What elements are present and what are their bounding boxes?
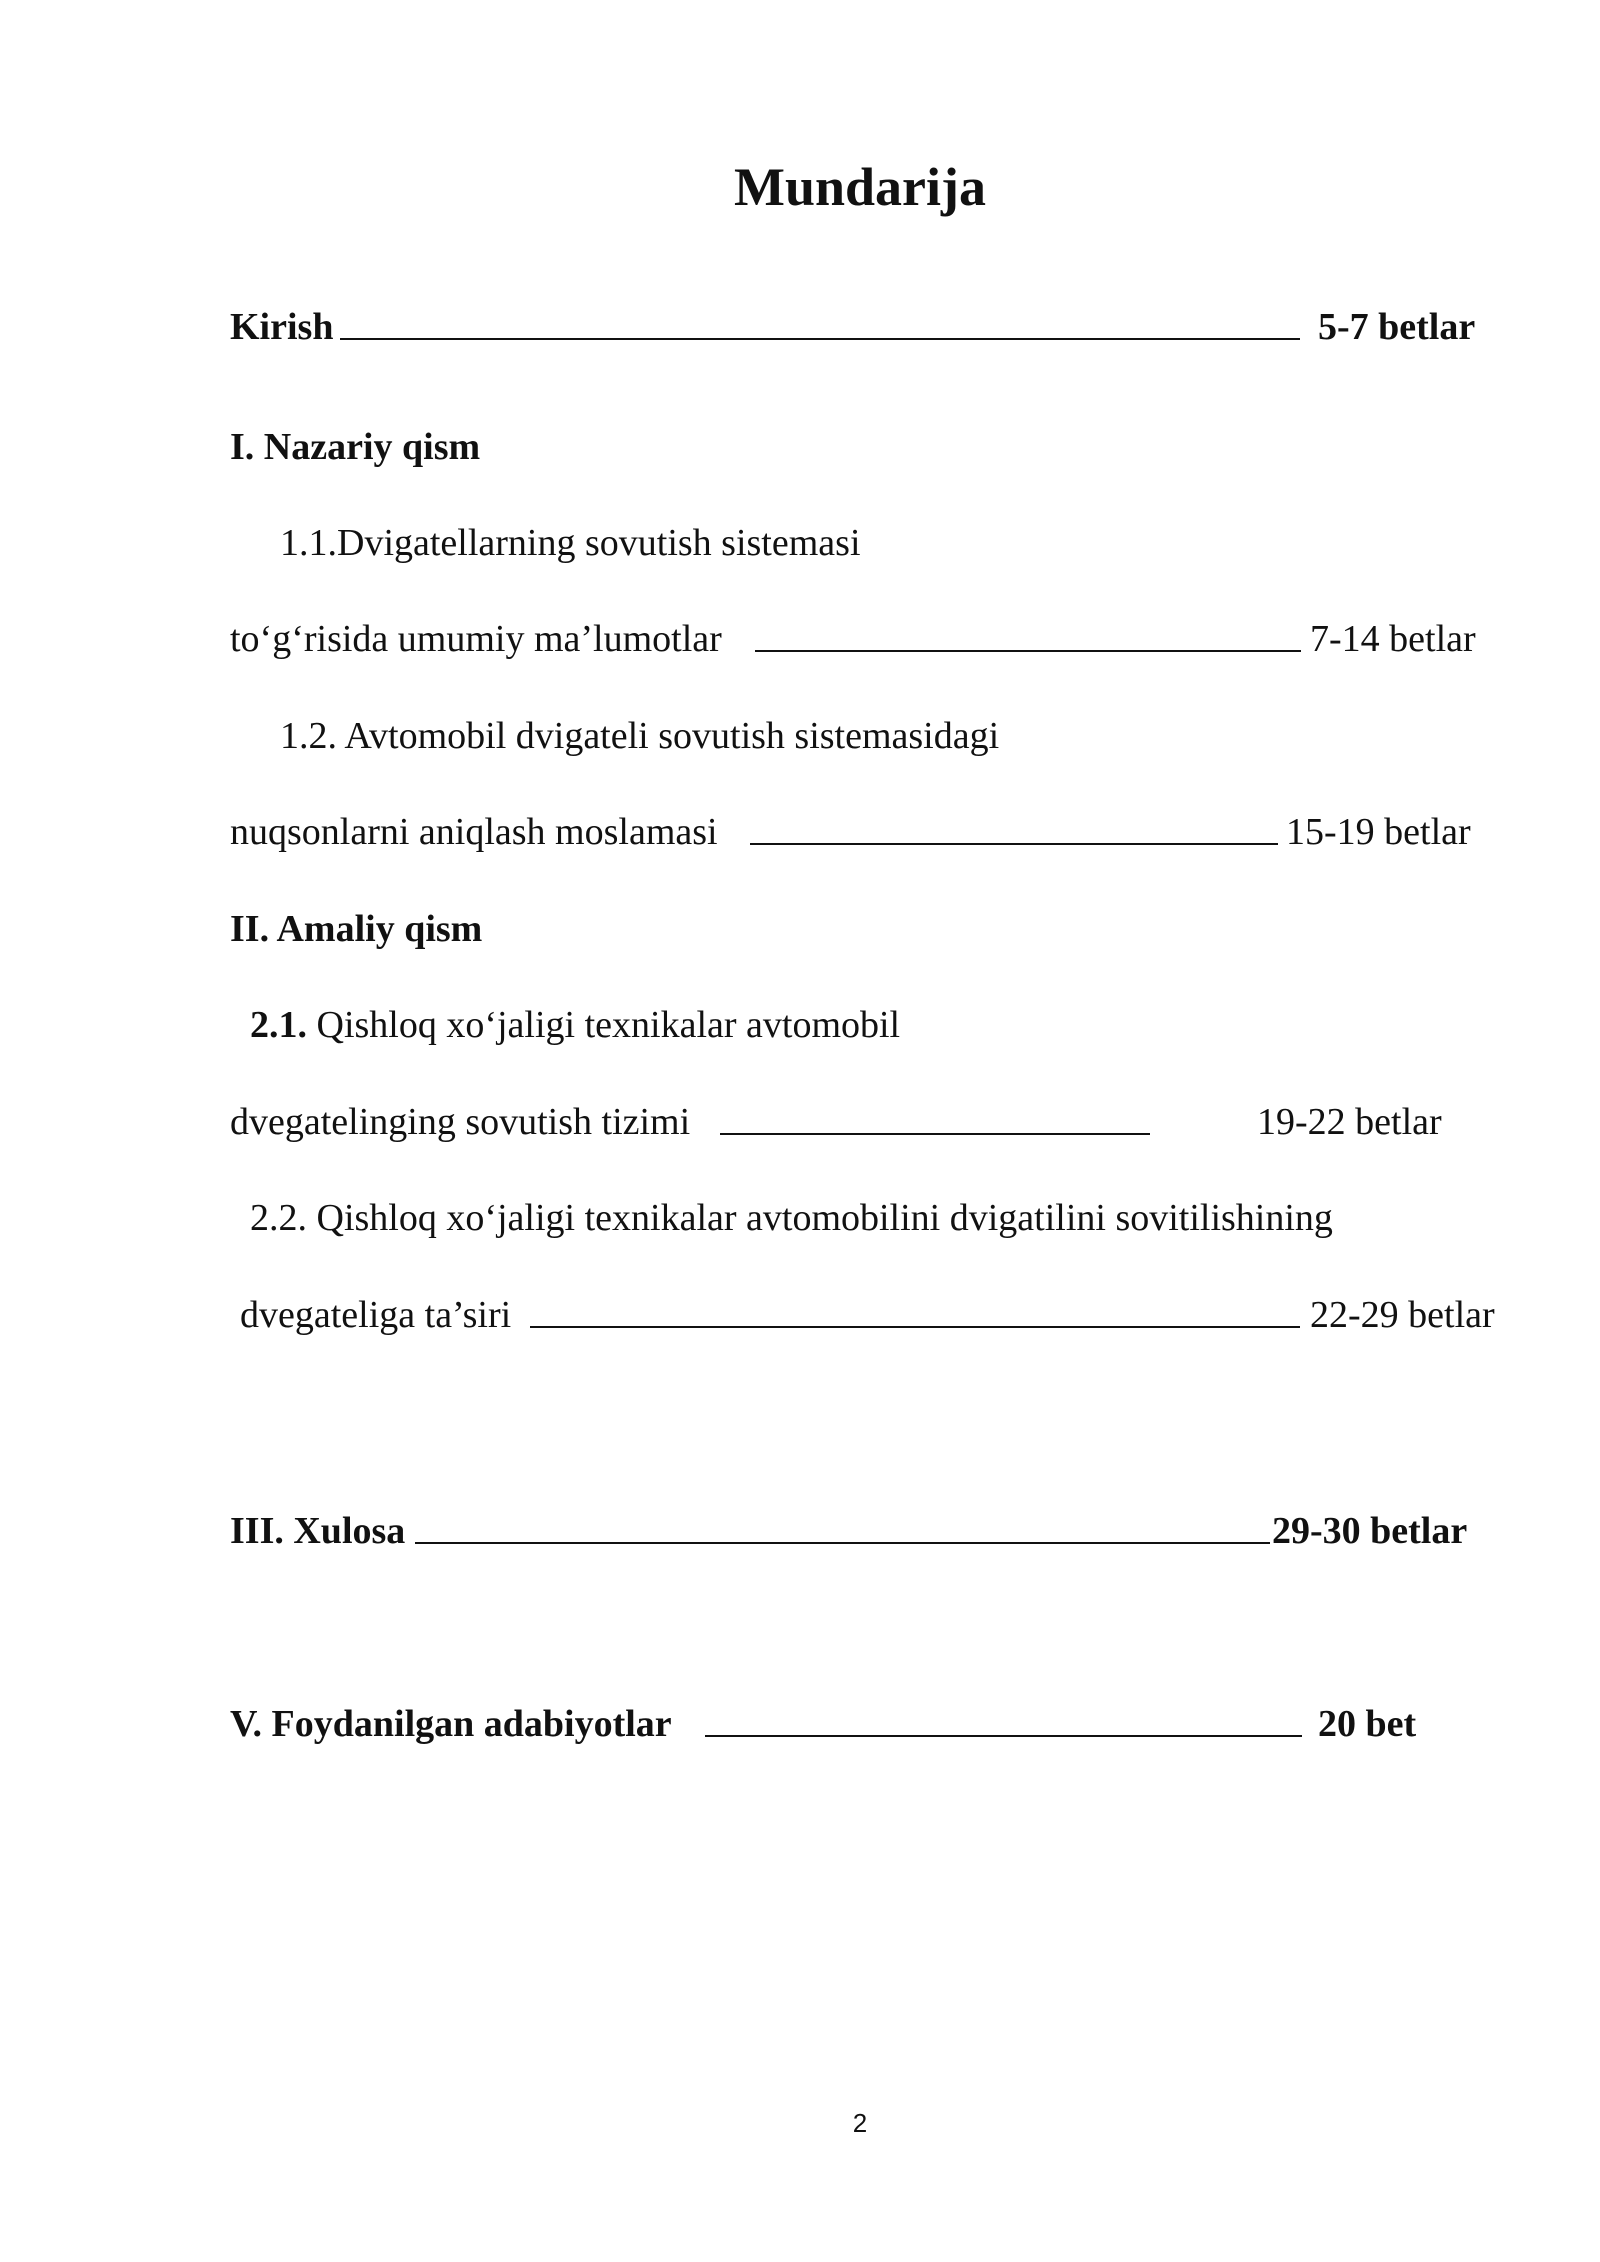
toc-item-2-1-line1 — [250, 1003, 900, 1047]
toc-item-1-1-line1: 1.1.Dvigatellarning sovutish sistemasi — [280, 522, 861, 564]
toc-entry-adabiyotlar — [230, 1702, 1490, 1746]
toc-entry-label: dvegateliga ta’siri — [240, 1294, 512, 1336]
toc-entry-pages: 29-30 betlar — [1272, 1510, 1468, 1552]
toc-section-heading-1: I. Nazariy qism — [230, 426, 481, 468]
toc-entry-2-1 — [230, 1100, 1490, 1144]
toc-leader-line — [415, 1542, 1270, 1544]
toc-entry-pages: 22-29 betlar — [1310, 1294, 1495, 1336]
toc-entry-label: III. Xulosa — [230, 1510, 406, 1552]
toc-leader-line — [720, 1133, 1150, 1135]
toc-leader-line — [340, 338, 1300, 340]
toc-entry-pages: 20 bet — [1318, 1703, 1417, 1745]
toc-leader-line — [705, 1735, 1302, 1737]
toc-item-1-2-line1: 1.2. Avtomobil dvigateli sovutish sistemasidagi — [280, 715, 1000, 757]
toc-entry-label: dvegatelinging sovutish tizimi — [230, 1101, 691, 1143]
toc-entry-xulosa — [230, 1509, 1490, 1553]
toc-entry-2-2 — [230, 1293, 1495, 1337]
toc-entry-label: V. Foydanilgan adabiyotlar — [230, 1703, 672, 1745]
toc-section-heading-2: II. Amaliy qism — [230, 908, 483, 950]
toc-entry-label: nuqsonlarni aniqlash moslamasi — [230, 811, 718, 853]
toc-leader-line — [755, 650, 1301, 652]
page-number: 2 — [852, 2108, 868, 2138]
toc-entry-pages: 7-14 betlar — [1310, 618, 1476, 660]
toc-leader-line — [750, 843, 1278, 845]
toc-entry-label: to‘g‘risida umumiy ma’lumotlar — [230, 618, 722, 660]
toc-entry-pages: 19-22 betlar — [1257, 1101, 1442, 1143]
toc-entry-label: Kirish — [230, 306, 334, 348]
toc-entry-pages: 5-7 betlar — [1318, 306, 1476, 348]
toc-entry-1-2 — [230, 810, 1490, 854]
toc-item-number: 2.1. — [250, 1004, 307, 1046]
toc-item-2-2-line1: 2.2. Qishloq xo‘jaligi texnikalar avtomobilini dvigatilini sovitilishining — [250, 1197, 1333, 1239]
document-title: Mundarija — [733, 157, 987, 217]
toc-item-text: Qishloq xo‘jaligi texnikalar avtomobil — [307, 1004, 901, 1046]
toc-leader-line — [530, 1326, 1300, 1328]
toc-entry-1-1 — [230, 617, 1490, 661]
toc-entry-kirish — [230, 305, 1490, 349]
toc-entry-pages: 15-19 betlar — [1286, 811, 1471, 853]
